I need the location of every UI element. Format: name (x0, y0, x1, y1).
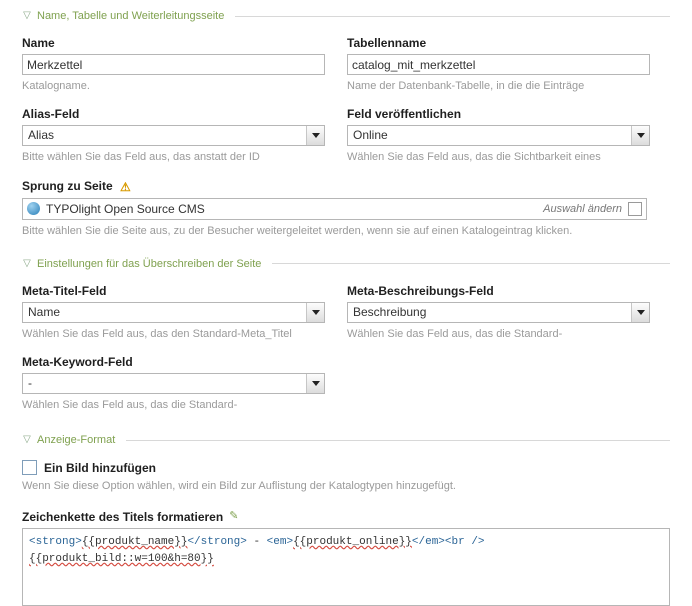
row-meta-title-description (22, 284, 670, 341)
field-name (22, 36, 325, 93)
jump-to-page-picker[interactable] (22, 198, 647, 220)
meta-keyword-field-select[interactable] (22, 373, 325, 394)
section-legend-display[interactable] (22, 414, 670, 446)
jump-to-page-label (22, 179, 647, 194)
code-line: {{produkt_bild::w=100&h=80}} (29, 552, 214, 565)
title-format-head (22, 510, 670, 524)
section-legend-main[interactable] (22, 0, 670, 22)
section-legend-overwrite[interactable] (22, 240, 670, 270)
field-meta-title (22, 284, 325, 341)
section-legend-display-label: Anzeige-Format (37, 434, 116, 447)
row-name-table (22, 36, 670, 93)
add-image-hint: Wenn Sie diese Option wählen, wird ein Bild zur Auflistung der Katalogtypen hinzugefügt. (22, 480, 456, 493)
meta-description-field-label: Meta-Beschreibungs-Feld (347, 283, 494, 298)
meta-description-field-value: Beschreibung (353, 304, 427, 319)
code-line: <strong>{{produkt_name}}</strong> - <em>{{produkt_online}}</em><br /> (29, 535, 485, 548)
meta-title-field-hint: Wählen Sie das Feld aus, das den Standard-Meta_Titel (22, 327, 292, 340)
row-alias-publish (22, 107, 670, 164)
meta-keyword-field-value: - (28, 376, 32, 391)
alias-field-value: Alias (28, 128, 55, 143)
meta-title-field-label: Meta-Titel-Feld (22, 283, 107, 298)
section-legend-overwrite-label: Einstellungen für das Überschreiben der Seite (37, 257, 262, 270)
divider (126, 440, 670, 441)
meta-description-field-select[interactable] (347, 302, 650, 323)
table-name-hint: Name der Datenbank-Tabelle, in die die Einträge (347, 80, 585, 92)
add-image-label: Ein Bild hinzufügen (44, 460, 156, 475)
table-name-input[interactable] (347, 54, 650, 75)
publish-field-select[interactable] (347, 125, 650, 146)
meta-title-field-value: Name (28, 304, 61, 319)
alias-field-hint: Bitte wählen Sie das Feld aus, das anstatt der ID (22, 151, 260, 164)
page-globe-icon (27, 202, 40, 215)
section-legend-main-label: Name, Tabelle und Weiterleitungsseite (37, 10, 225, 22)
meta-keyword-field-hint: Wählen Sie das Feld aus, das die Standard- (22, 399, 238, 412)
meta-description-field-hint: Wählen Sie das Feld aus, das die Standard- (347, 327, 563, 340)
field-alias (22, 107, 325, 164)
divider (235, 16, 670, 17)
jump-to-page-label-text: Sprung zu Seite (22, 178, 113, 193)
change-selection-checkbox[interactable] (628, 202, 642, 216)
field-table-name (347, 36, 650, 93)
add-image-row[interactable] (22, 460, 670, 475)
chevron-down-icon[interactable] (631, 126, 649, 145)
field-meta-description (347, 284, 650, 341)
field-publish (347, 107, 650, 164)
meta-title-field-select[interactable] (22, 302, 325, 323)
alias-field-select[interactable] (22, 125, 325, 146)
field-meta-keyword (22, 355, 325, 412)
pencil-icon[interactable]: ✎ (229, 510, 239, 523)
publish-field-label: Feld veröffentlichen (347, 107, 462, 122)
triangle-down-icon[interactable]: ▽ (23, 257, 31, 269)
row-jump-to-page (22, 179, 670, 238)
chevron-down-icon[interactable] (306, 126, 324, 145)
row-meta-keyword (22, 355, 670, 412)
title-format-editor[interactable] (22, 528, 670, 606)
name-hint: Katalogname. (22, 80, 90, 92)
triangle-down-icon[interactable]: ▽ (23, 434, 31, 446)
divider (272, 263, 670, 264)
alias-field-label: Alias-Feld (22, 107, 80, 122)
triangle-down-icon[interactable]: ▽ (23, 10, 31, 21)
publish-field-value: Online (353, 128, 388, 143)
change-selection-label[interactable]: Auswahl ändern (543, 202, 622, 215)
jump-to-page-value: TYPOlight Open Source CMS (46, 201, 205, 216)
add-image-checkbox[interactable] (22, 460, 37, 475)
field-jump-to-page (22, 179, 647, 238)
meta-keyword-field-label: Meta-Keyword-Feld (22, 355, 133, 370)
publish-field-hint: Wählen Sie das Feld aus, das die Sichtbarkeit eines (347, 151, 601, 164)
warning-icon: ⚠ (120, 179, 131, 194)
jump-to-page-hint: Bitte wählen Sie die Seite aus, zu der Besucher weitergeleitet werden, wenn sie auf einen Katalogeintrag klicken. (22, 224, 573, 237)
chevron-down-icon[interactable] (306, 374, 324, 393)
title-format-label: Zeichenkette des Titels formatieren (22, 509, 224, 524)
table-name-label: Tabellenname (347, 36, 427, 50)
name-input[interactable] (22, 54, 325, 75)
name-label: Name (22, 36, 55, 50)
chevron-down-icon[interactable] (631, 303, 649, 322)
chevron-down-icon[interactable] (306, 303, 324, 322)
